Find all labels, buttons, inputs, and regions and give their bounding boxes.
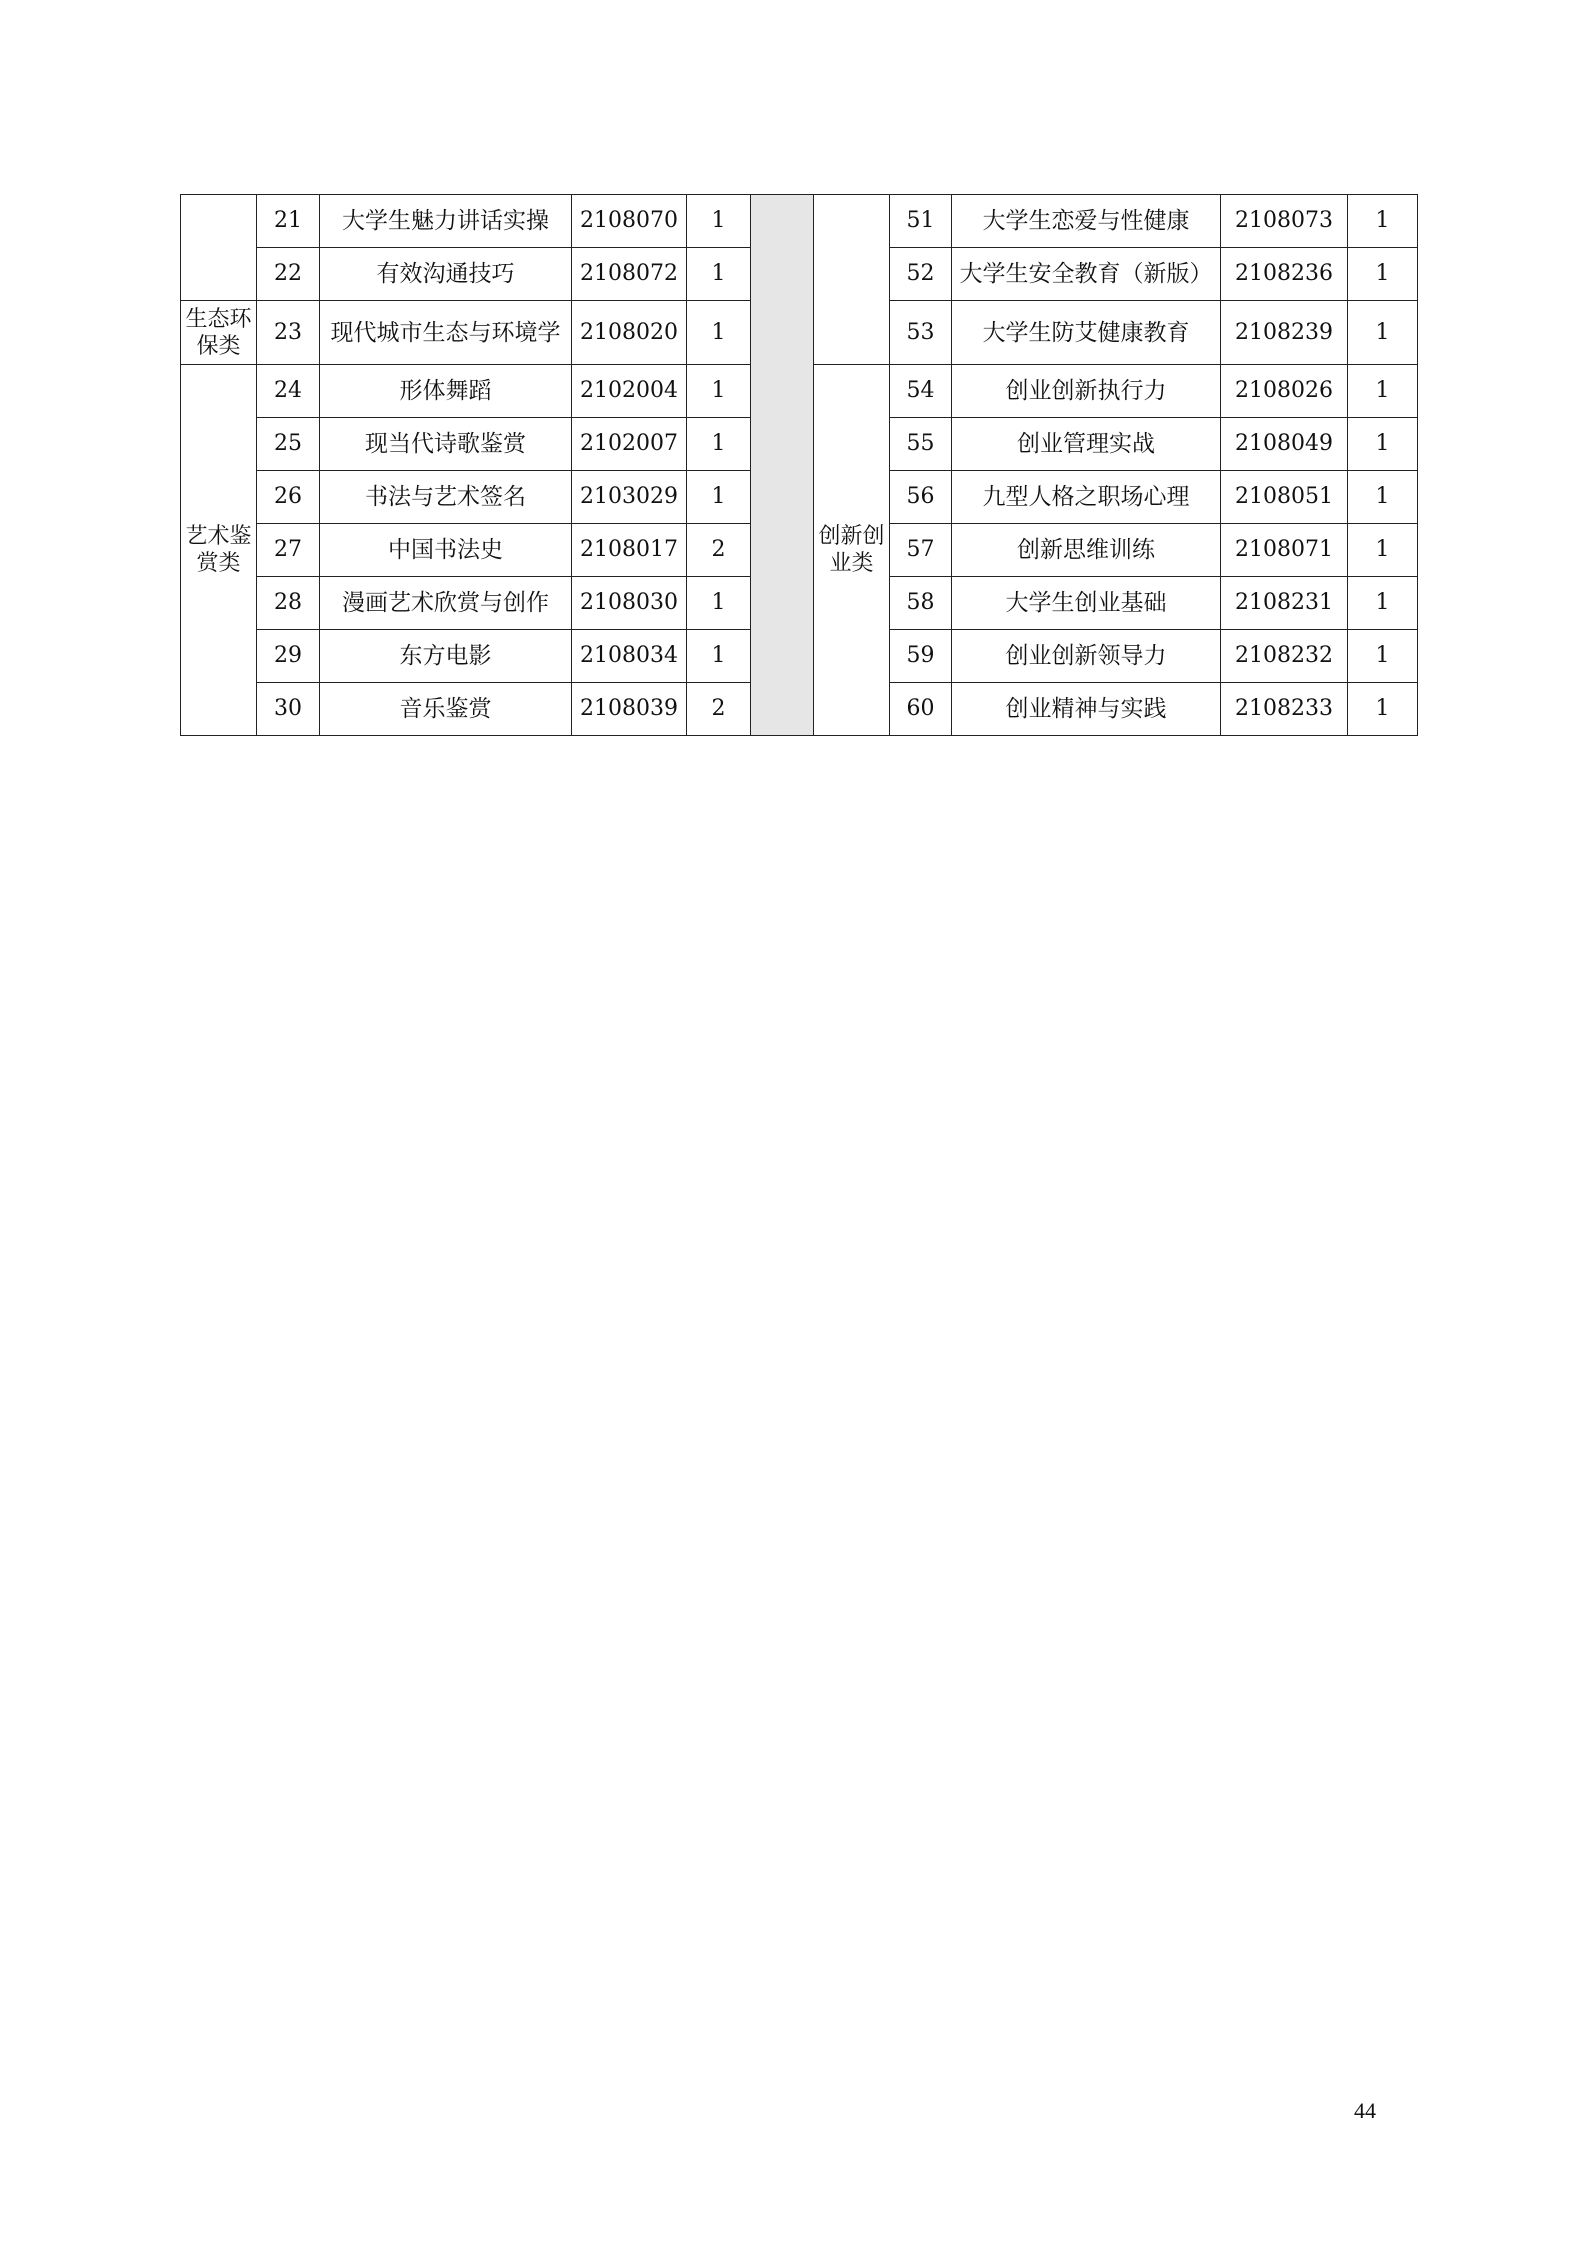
course-code: 2108017 xyxy=(572,524,687,577)
category-cell-empty xyxy=(814,195,890,365)
course-credit: 1 xyxy=(687,195,751,248)
course-number: 25 xyxy=(257,418,320,471)
course-name: 九型人格之职场心理 xyxy=(952,471,1221,524)
course-code: 2108034 xyxy=(572,630,687,683)
category-art: 艺术鉴赏类 xyxy=(181,365,257,736)
course-code: 2108020 xyxy=(572,301,687,365)
course-credit: 1 xyxy=(1348,248,1418,301)
course-number: 30 xyxy=(257,683,320,736)
course-code: 2108039 xyxy=(572,683,687,736)
category-eco: 生态环保类 xyxy=(181,301,257,365)
course-code: 2108231 xyxy=(1221,577,1348,630)
course-code: 2108072 xyxy=(572,248,687,301)
course-name: 大学生防艾健康教育 xyxy=(952,301,1221,365)
course-name: 漫画艺术欣赏与创作 xyxy=(320,577,572,630)
course-number: 24 xyxy=(257,365,320,418)
course-number: 26 xyxy=(257,471,320,524)
course-number: 51 xyxy=(890,195,952,248)
course-name: 大学生安全教育（新版） xyxy=(952,248,1221,301)
course-credit: 1 xyxy=(687,630,751,683)
course-name: 书法与艺术签名 xyxy=(320,471,572,524)
course-number: 57 xyxy=(890,524,952,577)
course-number: 59 xyxy=(890,630,952,683)
course-code: 2108030 xyxy=(572,577,687,630)
course-name: 创业精神与实践 xyxy=(952,683,1221,736)
course-name: 现当代诗歌鉴赏 xyxy=(320,418,572,471)
course-number: 53 xyxy=(890,301,952,365)
course-code: 2108233 xyxy=(1221,683,1348,736)
course-credit: 1 xyxy=(1348,471,1418,524)
course-code: 2108073 xyxy=(1221,195,1348,248)
course-number: 23 xyxy=(257,301,320,365)
course-name: 大学生创业基础 xyxy=(952,577,1221,630)
course-table xyxy=(180,194,1418,736)
course-code: 2108236 xyxy=(1221,248,1348,301)
course-number: 52 xyxy=(890,248,952,301)
course-code: 2108071 xyxy=(1221,524,1348,577)
course-credit: 2 xyxy=(687,683,751,736)
course-name: 现代城市生态与环境学 xyxy=(320,301,572,365)
course-name: 大学生魅力讲话实操 xyxy=(320,195,572,248)
course-code: 2108070 xyxy=(572,195,687,248)
course-name: 有效沟通技巧 xyxy=(320,248,572,301)
course-name: 形体舞蹈 xyxy=(320,365,572,418)
course-credit: 1 xyxy=(687,248,751,301)
course-number: 60 xyxy=(890,683,952,736)
gap-column xyxy=(751,195,814,736)
course-number: 28 xyxy=(257,577,320,630)
course-number: 55 xyxy=(890,418,952,471)
course-code: 2108026 xyxy=(1221,365,1348,418)
course-name: 东方电影 xyxy=(320,630,572,683)
course-credit: 1 xyxy=(1348,683,1418,736)
page-number: 44 xyxy=(1354,2098,1376,2123)
course-name: 创业创新执行力 xyxy=(952,365,1221,418)
course-number: 21 xyxy=(257,195,320,248)
course-name: 创业管理实战 xyxy=(952,418,1221,471)
course-credit: 1 xyxy=(687,577,751,630)
course-code: 2108239 xyxy=(1221,301,1348,365)
course-number: 58 xyxy=(890,577,952,630)
course-name: 创新思维训练 xyxy=(952,524,1221,577)
table-row xyxy=(181,195,1418,248)
course-name: 中国书法史 xyxy=(320,524,572,577)
course-number: 22 xyxy=(257,248,320,301)
category-innovation: 创新创业类 xyxy=(814,365,890,736)
course-number: 27 xyxy=(257,524,320,577)
course-number: 29 xyxy=(257,630,320,683)
course-credit: 1 xyxy=(687,301,751,365)
course-credit: 1 xyxy=(1348,301,1418,365)
course-credit: 1 xyxy=(1348,418,1418,471)
course-name: 创业创新领导力 xyxy=(952,630,1221,683)
course-credit: 2 xyxy=(687,524,751,577)
course-credit: 1 xyxy=(1348,577,1418,630)
course-code: 2103029 xyxy=(572,471,687,524)
course-credit: 1 xyxy=(1348,630,1418,683)
course-credit: 1 xyxy=(687,365,751,418)
course-number: 54 xyxy=(890,365,952,418)
course-code: 2108049 xyxy=(1221,418,1348,471)
course-credit: 1 xyxy=(687,418,751,471)
course-code: 2108232 xyxy=(1221,630,1348,683)
course-code: 2102004 xyxy=(572,365,687,418)
category-cell-empty xyxy=(181,195,257,301)
course-credit: 1 xyxy=(1348,195,1418,248)
course-code: 2102007 xyxy=(572,418,687,471)
course-credit: 1 xyxy=(1348,365,1418,418)
course-code: 2108051 xyxy=(1221,471,1348,524)
course-name: 音乐鉴赏 xyxy=(320,683,572,736)
course-credit: 1 xyxy=(687,471,751,524)
course-number: 56 xyxy=(890,471,952,524)
course-name: 大学生恋爱与性健康 xyxy=(952,195,1221,248)
course-credit: 1 xyxy=(1348,524,1418,577)
